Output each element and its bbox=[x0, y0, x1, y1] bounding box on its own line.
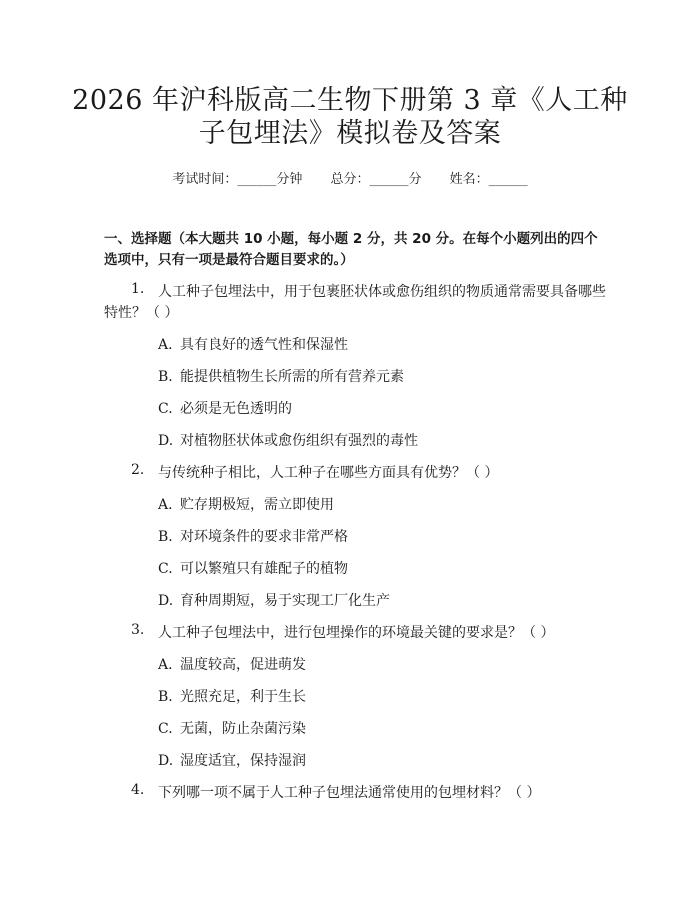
question-3-option-c bbox=[158, 718, 306, 738]
question-1-option-c bbox=[158, 398, 292, 418]
question-1-text: 人工种子包埋法中，用于包裹胚状体或愈伤组织的物质通常需要具备哪些 bbox=[158, 284, 606, 300]
option-text: 贮存期极短，需立即使用 bbox=[180, 497, 334, 513]
option-text: 温度较高，促进萌发 bbox=[180, 657, 306, 673]
total-score-field: 总分：______分 bbox=[330, 172, 422, 187]
question-3-option-d bbox=[158, 750, 306, 770]
question-1-text-continued: 特性？（ ） bbox=[104, 305, 179, 321]
question-1-option-a bbox=[158, 334, 348, 354]
question-2-option-b bbox=[158, 526, 348, 546]
option-letter: A. bbox=[158, 657, 173, 673]
question-3-number: 3. bbox=[131, 622, 145, 638]
question-2-option-d bbox=[158, 590, 390, 610]
page-title-line-1: 2026 年沪科版高二生物下册第 3 章《人工种 bbox=[72, 85, 628, 116]
question-2-option-c bbox=[158, 558, 348, 578]
option-text: 对植物胚状体或愈伤组织有强烈的毒性 bbox=[180, 433, 418, 449]
question-3-option-b bbox=[158, 686, 306, 706]
question-4-text: 下列哪一项不属于人工种子包埋法通常使用的包埋材料？（ ） bbox=[158, 785, 541, 801]
option-text: 育种周期短，易于实现工厂化生产 bbox=[180, 593, 390, 609]
option-letter: B. bbox=[158, 369, 173, 385]
question-2-text: 与传统种子相比，人工种子在哪些方面具有优势？（ ） bbox=[158, 465, 499, 481]
option-letter: C. bbox=[158, 721, 173, 737]
option-letter: C. bbox=[158, 401, 173, 417]
option-text: 湿度适宜，保持湿润 bbox=[180, 753, 306, 769]
option-text: 能提供植物生长所需的所有营养元素 bbox=[180, 369, 404, 385]
option-text: 可以繁殖只有雄配子的植物 bbox=[180, 561, 348, 577]
question-2-option-a bbox=[158, 494, 334, 514]
option-text: 对环境条件的要求非常严格 bbox=[180, 529, 348, 545]
option-text: 必须是无色透明的 bbox=[180, 401, 292, 417]
option-letter: B. bbox=[158, 689, 173, 705]
option-letter: C. bbox=[158, 561, 173, 577]
question-1-option-b bbox=[158, 366, 404, 386]
exam-time-field: 考试时间：______分钟 bbox=[172, 172, 303, 187]
option-letter: D. bbox=[158, 753, 174, 769]
question-1-option-d bbox=[158, 430, 418, 450]
option-text: 无菌，防止杂菌污染 bbox=[180, 721, 306, 737]
option-text: 具有良好的透气性和保湿性 bbox=[180, 337, 348, 353]
option-letter: B. bbox=[158, 529, 173, 545]
section-heading-line-1: 一、选择题（本大题共 10 小题，每小题 2 分，共 20 分。在每个小题列出的四个 bbox=[104, 231, 598, 247]
exam-meta bbox=[0, 168, 700, 187]
question-3-text: 人工种子包埋法中，进行包埋操作的环境最关键的要求是？（ ） bbox=[158, 625, 555, 641]
option-letter: A. bbox=[158, 497, 173, 513]
student-name-field: 姓名：______ bbox=[449, 172, 528, 187]
section-heading-line-2: 选项中，只有一项是最符合题目要求的。） bbox=[104, 252, 354, 268]
question-2-number: 2. bbox=[131, 462, 145, 478]
option-letter: A. bbox=[158, 337, 173, 353]
page-title-line-2: 子包埋法》模拟卷及答案 bbox=[198, 118, 502, 149]
question-4-number: 4. bbox=[131, 782, 145, 798]
option-text: 光照充足，利于生长 bbox=[180, 689, 306, 705]
option-letter: D. bbox=[158, 593, 174, 609]
question-1-number: 1. bbox=[131, 281, 145, 297]
question-3-option-a bbox=[158, 654, 306, 674]
option-letter: D. bbox=[158, 433, 174, 449]
